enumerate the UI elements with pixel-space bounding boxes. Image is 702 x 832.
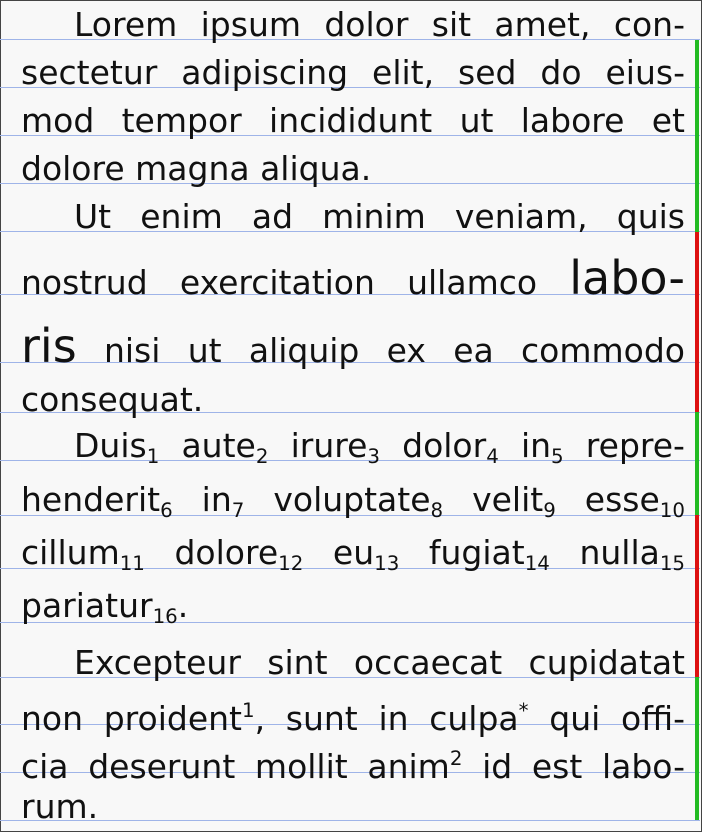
- text-run: , sunt in culpa: [254, 698, 519, 738]
- text-run: nisi ut aliquip ex ea commodo: [76, 331, 685, 370]
- large-text-run: labo-: [569, 251, 685, 305]
- text-line: [21, 251, 685, 305]
- subscript: 11: [119, 551, 145, 575]
- word: aute: [181, 426, 256, 465]
- large-text-run: ris: [21, 319, 77, 373]
- footnote-marker: 2: [449, 747, 463, 770]
- footnote-marker: *: [518, 699, 529, 722]
- status-bar-overflow: [695, 515, 699, 677]
- word: henderit: [21, 480, 161, 519]
- text-run: nostrud exercitation ullamco: [21, 263, 570, 302]
- status-bar-ok: [695, 412, 699, 515]
- subscript: 15: [659, 551, 686, 575]
- word: in: [201, 480, 232, 519]
- word: velit: [472, 480, 544, 519]
- word: dolor: [402, 426, 487, 465]
- subscript: 16: [152, 604, 178, 628]
- word: voluptate: [273, 480, 431, 519]
- text-line: consequat.: [21, 380, 204, 419]
- text-run: qui offi-: [528, 698, 686, 738]
- text-line: mod tempor incididunt ut labore et: [21, 101, 685, 140]
- word: irure: [290, 426, 368, 465]
- word: esse: [584, 480, 660, 519]
- status-bar-ok: [695, 40, 699, 232]
- subscript: 5: [551, 444, 564, 468]
- status-bar-ok: [695, 677, 699, 820]
- text-line: sectetur adipiscing elit, sed do eius-: [21, 53, 685, 92]
- text-run: cia deserunt mollit anim: [21, 746, 450, 786]
- subscript: 13: [374, 551, 400, 575]
- word: pariatur: [21, 586, 153, 625]
- text-line: dolore magna aliqua.: [21, 149, 372, 188]
- word: cillum: [21, 533, 120, 572]
- text-line: [21, 480, 685, 531]
- text-line: [21, 691, 685, 739]
- word: .: [177, 586, 189, 625]
- subscript: 1: [146, 444, 160, 468]
- text-run: non proident: [21, 698, 242, 738]
- word: dolore: [174, 533, 279, 572]
- subscript: 3: [367, 444, 380, 468]
- text-line: rum.: [21, 787, 99, 826]
- text-line: [21, 586, 685, 637]
- word: in: [520, 426, 552, 465]
- word: Duis: [74, 426, 147, 465]
- status-bar-overflow: [695, 232, 699, 412]
- text-run: id est labo-: [462, 746, 685, 786]
- text-line: [21, 319, 685, 373]
- subscript: 14: [524, 551, 550, 575]
- subscript: 9: [543, 498, 556, 522]
- footnote-marker: 1: [241, 699, 255, 722]
- subscript: 6: [160, 498, 173, 522]
- text-line: Ut enim ad minim veniam, quis: [74, 197, 685, 236]
- subscript: 10: [659, 498, 685, 522]
- subscript: 12: [278, 551, 304, 575]
- text-line: [21, 533, 685, 584]
- word: fugiat: [428, 533, 525, 572]
- text-line: [74, 426, 685, 477]
- text-line: Excepteur sint occaecat cupidatat: [74, 643, 685, 682]
- subscript: 2: [255, 444, 269, 468]
- word: repre-: [585, 426, 685, 465]
- subscript: 4: [486, 444, 499, 468]
- word: nulla: [579, 533, 660, 572]
- text-line: Lorem ipsum dolor sit amet, con-: [74, 5, 685, 44]
- subscript: 8: [430, 498, 444, 522]
- word: eu: [332, 533, 375, 572]
- subscript: 7: [231, 498, 245, 522]
- text-line: [21, 739, 685, 787]
